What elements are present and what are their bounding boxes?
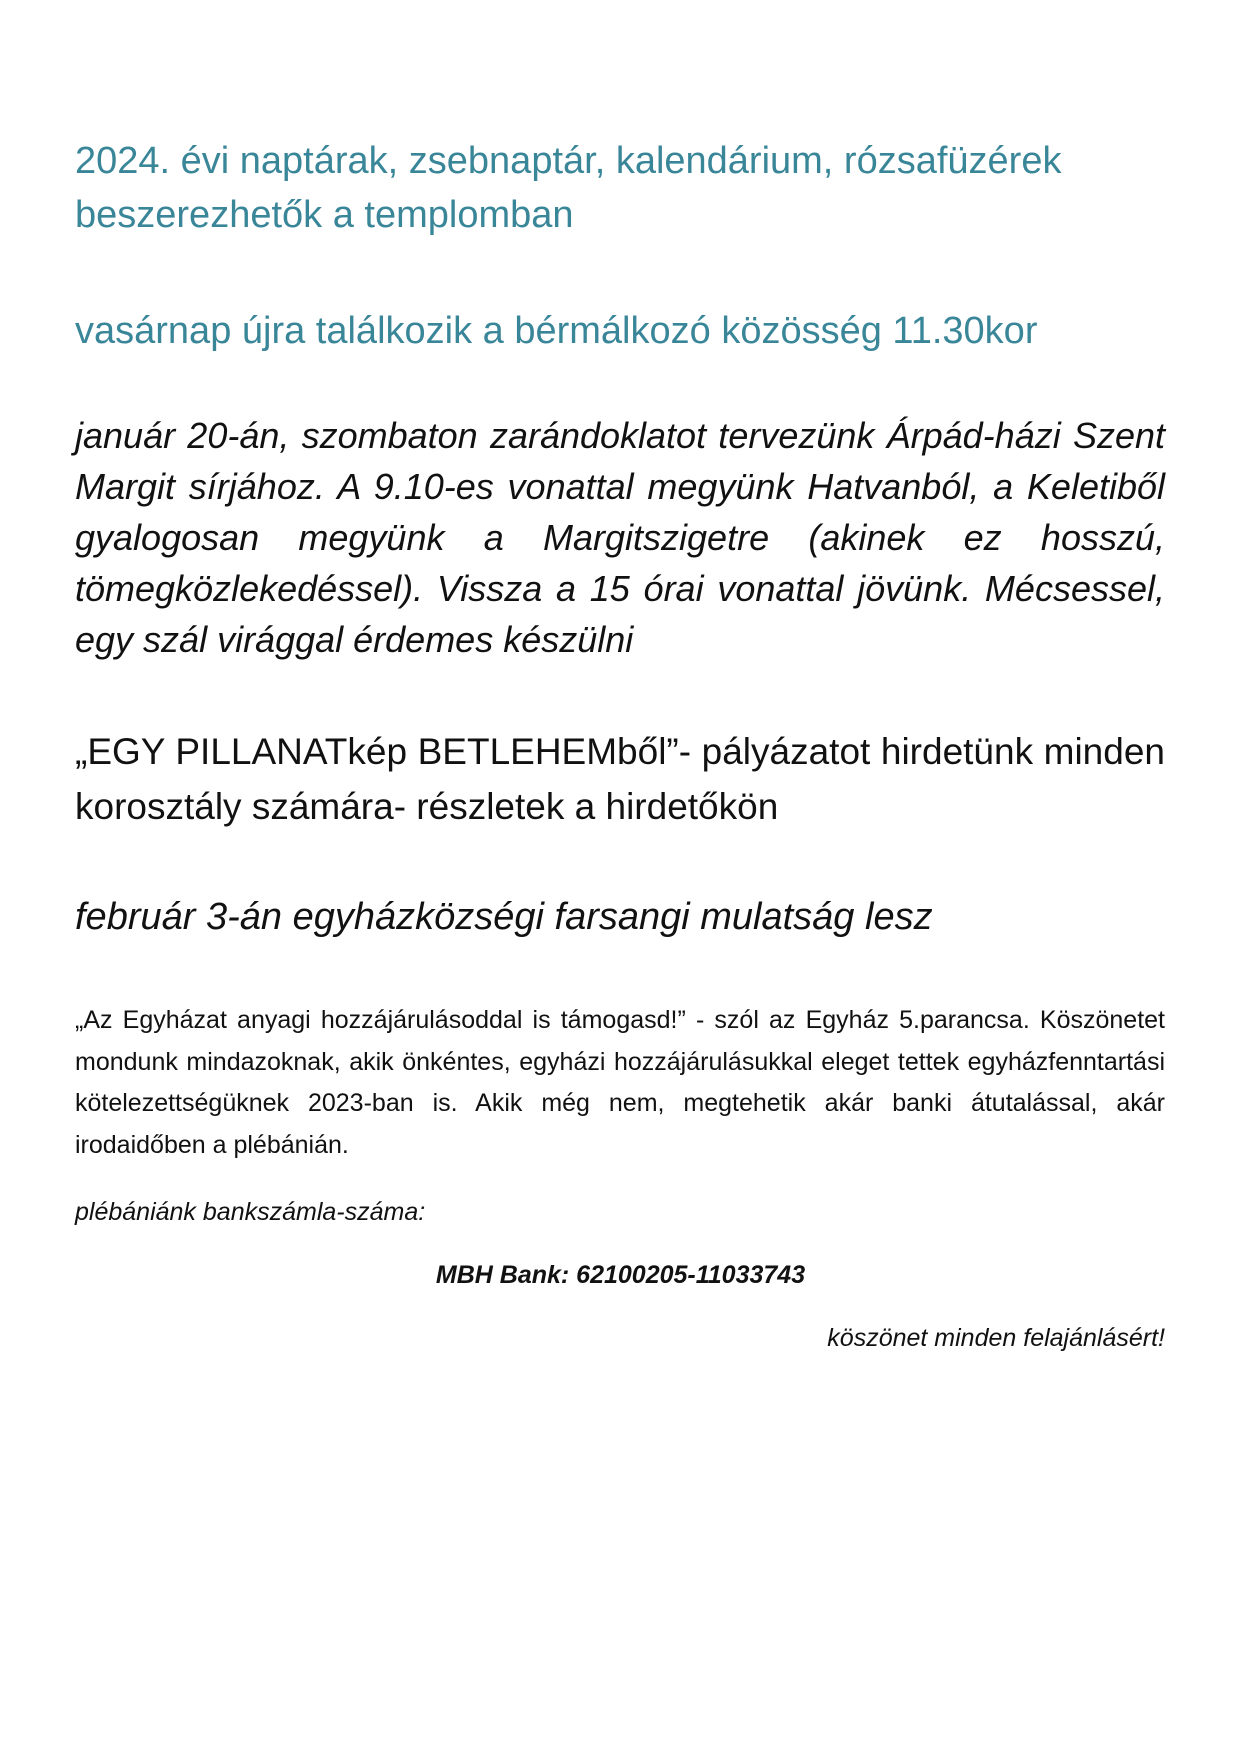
church-support-paragraph: „Az Egyházat anyagi hozzájárulásoddal is támogasd!” - szól az Egyház 5.parancsa. Köszönetet mondunk mindazoknak, akik önkéntes, egyházi hozzájárulásukkal eleget tettek egyházfenntartási kötelezettségüknek 2023-ban is. Akik még nem, megtehetik akár banki átutalással, akár irodaidőben a plébánián. — [75, 1006, 1165, 1159]
carnival-announcement: február 3-án egyházközségi farsangi mulatság lesz — [75, 896, 933, 938]
bank-account-label: plébániánk bankszámla-száma: — [75, 1198, 426, 1226]
pilgrimage-announcement: január 20-án, szombaton zarándoklatot tervezünk Árpád-házi Szent Margit sírjához. A 9.10-es vonattal megyünk Hatvanból, a Keletiből gyalogosan megyünk a Margitszigetre (akinek ez hosszú, tömegközlekedéssel). Vissza a 15 órai vonattal jövünk. Mécsessel, egy szál virággal érdemes készülni — [75, 415, 1165, 660]
closing-thanks: köszönet minden felajánlásért! — [827, 1324, 1165, 1352]
photo-contest-announcement: „EGY PILLANATkép BETLEHEMből”- pályázatot hirdetünk minden korosztály számára- részletek a hirdetőkön — [75, 731, 1165, 827]
calendars-announcement: 2024. évi naptárak, zsebnaptár, kalendárium, rózsafüzérek beszerezhetők a templomban — [75, 140, 1062, 236]
bank-account-number: MBH Bank: 62100205-11033743 — [435, 1261, 806, 1289]
confirmation-group-announcement: vasárnap újra találkozik a bérmálkozó közösség 11.30kor — [75, 310, 1038, 352]
